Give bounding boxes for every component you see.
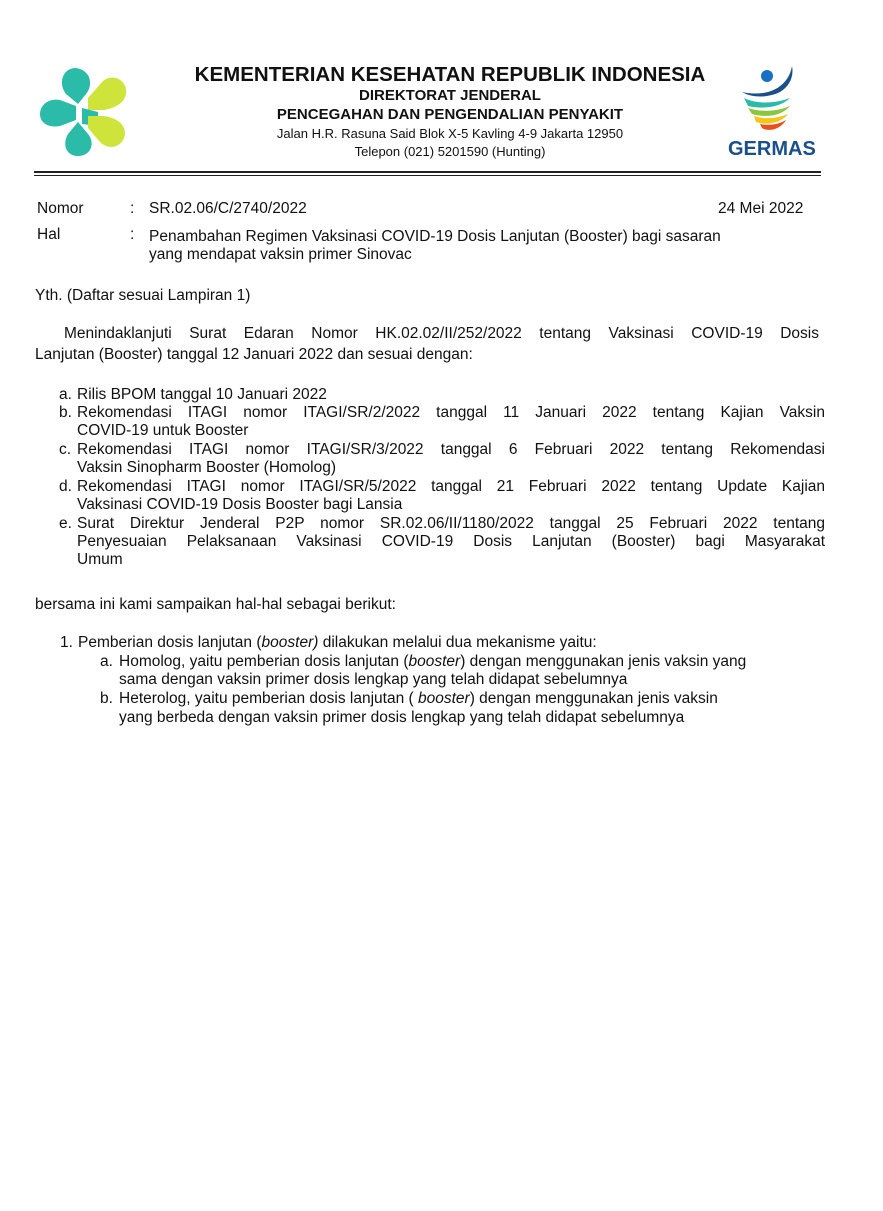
ref-marker: d.	[59, 478, 72, 495]
germas-label: GERMAS	[728, 138, 816, 160]
ref-line: Vaksin Sinopharm Booster (Homolog)	[77, 459, 337, 476]
hal-line-1: Penambahan Regimen Vaksinasi COVID-19 Dosis Lanjutan (Booster) bagi sasaran	[149, 228, 721, 245]
sub-a-line-2: sama dengan vaksin primer dosis lengkap yang telah didapat sebelumnya	[119, 671, 628, 688]
address-line: Jalan H.R. Rasuna Said Blok X-5 Kavling 4-9 Jakarta 12950	[276, 126, 624, 141]
sub-b-line-1	[119, 690, 718, 708]
reference-list	[59, 386, 825, 571]
sub-a-marker: a.	[100, 653, 113, 670]
ref-line: Umum	[77, 551, 123, 568]
sub-b-line-2: yang berbeda dengan vaksin primer dosis lengkap yang telah didapat sebelumnya	[119, 709, 685, 726]
ref-line: Rekomendasi ITAGI nomor ITAGI/SR/5/2022 tanggal 21 Februari 2022 tentang Update Kajian	[77, 478, 825, 495]
header-rule-bottom	[34, 175, 821, 176]
hal-label: Hal	[37, 226, 61, 243]
ref-marker: c.	[59, 441, 72, 458]
ministry-title: KEMENTERIAN KESEHATAN REPUBLIK INDONESIA	[194, 63, 706, 86]
hal-colon: :	[130, 226, 135, 243]
ref-line: Rilis BPOM tanggal 10 Januari 2022	[77, 386, 327, 403]
nomor-value: SR.02.06/C/2740/2022	[149, 200, 307, 217]
reference-item	[59, 478, 825, 515]
directorate-line-1: DIREKTORAT JENDERAL	[359, 87, 541, 104]
intro-line-1: Menindaklanjuti Surat Edaran Nomor HK.02.02/II/252/2022 tentang Vaksinasi COVID-19 Dosis	[64, 325, 819, 342]
point-1-pre: Pemberian dosis lanjutan (	[78, 634, 262, 651]
germas-logo-icon	[738, 64, 802, 136]
ref-line: Vaksinasi COVID-19 Dosis Booster bagi Lansia	[77, 496, 403, 513]
sub-b-pre: Heterolog, yaitu pemberian dosis lanjutan (	[119, 690, 418, 707]
reference-item	[59, 441, 825, 478]
addressee: Yth. (Daftar sesuai Lampiran 1)	[35, 287, 251, 304]
kemenkes-logo	[38, 64, 130, 158]
nomor-label: Nomor	[37, 200, 84, 217]
sub-a-pre: Homolog, yaitu pemberian dosis lanjutan (	[119, 653, 409, 670]
ref-marker: e.	[59, 515, 72, 532]
reference-item	[59, 404, 825, 441]
point-1-post: dilakukan melalui dua mekanisme yaitu:	[318, 634, 597, 651]
hal-line-2: yang mendapat vaksin primer Sinovac	[149, 246, 412, 263]
ref-marker: b.	[59, 404, 72, 421]
point-1-italic: booster)	[261, 634, 319, 651]
point-1-text	[78, 634, 597, 652]
header-rule-top	[34, 171, 821, 173]
sub-a-post: ) dengan menggunakan jenis vaksin yang	[460, 653, 747, 670]
ref-line: Surat Direktur Jenderal P2P nomor SR.02.06/II/1180/2022 tanggal 25 Februari 2022 tentang	[77, 515, 825, 532]
ref-line: Rekomendasi ITAGI nomor ITAGI/SR/3/2022 tanggal 6 Februari 2022 tentang Rekomendasi	[77, 441, 825, 458]
ref-line: Penyesuaian Pelaksanaan Vaksinasi COVID-19 Dosis Lanjutan (Booster) bagi Masyarakat	[77, 533, 825, 550]
sub-b-italic: booster	[417, 690, 470, 707]
ref-marker: a.	[59, 386, 72, 403]
sub-b-marker: b.	[100, 690, 113, 707]
sub-a-italic: booster	[408, 653, 461, 670]
point-1-marker: 1.	[60, 634, 73, 651]
intro-line-2: Lanjutan (Booster) tanggal 12 Januari 2022 dan sesuai dengan:	[35, 346, 473, 363]
reference-item	[59, 386, 825, 404]
directorate-line-2: PENCEGAHAN DAN PENGENDALIAN PENYAKIT	[276, 106, 624, 123]
sub-b-post: ) dengan menggunakan jenis vaksin	[469, 690, 718, 707]
transition-sentence: bersama ini kami sampaikan hal-hal sebagai berikut:	[35, 596, 396, 613]
phone-line: Telepon (021) 5201590 (Hunting)	[354, 144, 546, 159]
reference-item	[59, 515, 825, 571]
sub-a-line-1	[119, 653, 746, 671]
letter-date: 24 Mei 2022	[718, 200, 804, 217]
nomor-colon: :	[130, 200, 135, 217]
ref-line: Rekomendasi ITAGI nomor ITAGI/SR/2/2022 tanggal 11 Januari 2022 tentang Kajian Vaksin	[77, 404, 825, 421]
ref-line: COVID-19 untuk Booster	[77, 422, 249, 439]
